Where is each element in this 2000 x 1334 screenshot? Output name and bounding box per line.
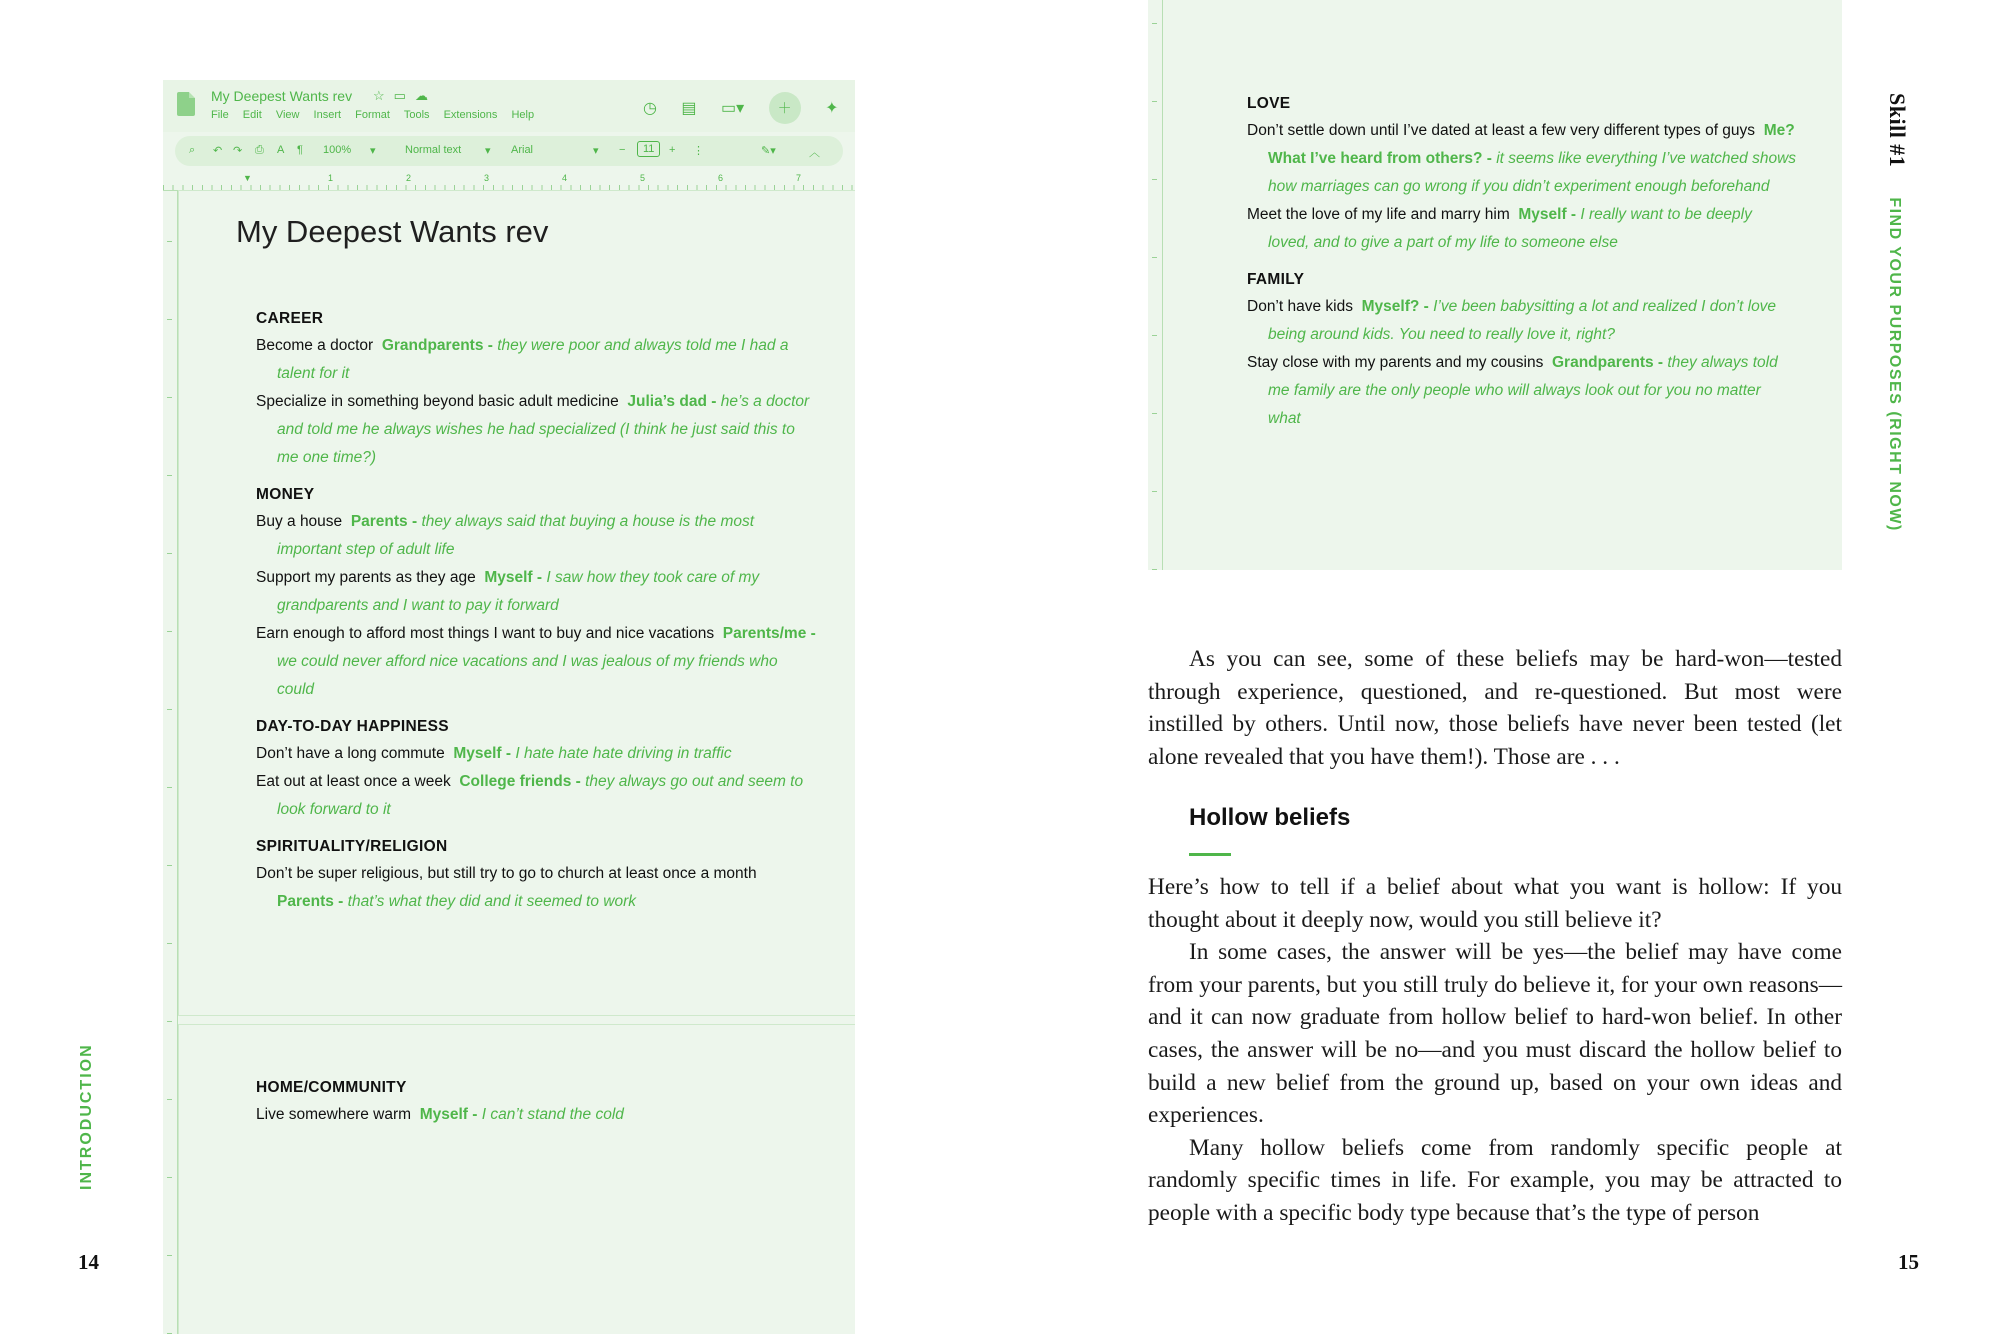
doc-screenshot-left [163, 80, 855, 1334]
menu-tools[interactable]: Tools [403, 109, 430, 121]
increase-font-icon[interactable]: + [669, 144, 676, 156]
item-source: Myself - [1518, 206, 1577, 223]
menu-file[interactable]: File [211, 109, 229, 121]
sparkle-icon[interactable]: ✦ [825, 100, 839, 117]
comment-icon[interactable]: ▤ [681, 100, 697, 117]
item-source: Me? What I’ve heard from others? - [1268, 122, 1795, 167]
folder-icon[interactable]: ▭ [393, 88, 415, 103]
list-item [256, 388, 816, 472]
doc-section [256, 486, 816, 704]
item-note: I hate hate hate driving in traffic [515, 745, 732, 762]
video-call-icon[interactable]: ▭▾ [721, 100, 745, 117]
list-item [256, 1101, 816, 1129]
item-source: Myself? - [1361, 298, 1429, 315]
more-icon[interactable]: ⋮ [693, 145, 704, 157]
body-text-intro [1148, 643, 1842, 773]
paint-format-icon[interactable]: ¶ [297, 144, 303, 156]
item-text: Become a doctor [256, 337, 374, 354]
style-select[interactable]: Normal text [405, 144, 462, 156]
toolbar [175, 136, 843, 166]
section-heading: Hollow beliefs [1189, 804, 1351, 831]
list-item [1247, 201, 1797, 257]
item-text: Don’t have a long commute [256, 745, 445, 762]
item-source: Parents - [350, 513, 418, 530]
chevron-down-icon: ▾ [593, 145, 599, 157]
paragraph: As you can see, some of these beliefs may be hard-won—tested through experience, questioned, and re-questioned. But most were instilled by others. Until now, those beliefs have never been tested (let alone revealed that you have them!). Those are . . . [1148, 646, 1842, 770]
section-title: LOVE [1247, 95, 1291, 112]
docs-header [163, 80, 855, 132]
paragraph: In some cases, the answer will be yes—the belief may have come from your parents, but you still truly do believe it, for your own reasons—and it can now graduate from hollow belief to hard-won belief. In other cases, the answer will be no—and you must discard the hollow belief to build a new belief from the ground up, based on your own ideas and experiences. [1148, 939, 1842, 1129]
section-title: SPIRITUALITY/RELIGION [256, 838, 448, 855]
menu-bar [211, 109, 545, 121]
menu-help[interactable]: Help [511, 109, 535, 121]
docs-logo-icon [177, 92, 195, 116]
menu-edit[interactable]: Edit [242, 109, 262, 121]
doc-section [1247, 271, 1797, 433]
item-text: Don’t be super religious, but still try to go to church at least once a month [256, 865, 757, 882]
section-title: FAMILY [1247, 271, 1305, 288]
redo-icon[interactable]: ↷ [233, 145, 243, 157]
section-title: HOME/COMMUNITY [256, 1079, 407, 1096]
list-item [1247, 293, 1797, 349]
item-note: they were poor and always told me I had a talent for it [277, 337, 789, 382]
horizontal-ruler: ▼ 1 2 3 4 5 6 7 [163, 172, 855, 191]
menu-format[interactable]: Format [355, 109, 390, 121]
share-icon[interactable]: ＋ [769, 92, 801, 124]
menu-extensions[interactable]: Extensions [443, 109, 498, 121]
item-note: I’ve been babysitting a lot and realized I don’t love being around kids. You need to really love it, right? [1268, 298, 1777, 343]
item-note: they always said that buying a house is the most important step of adult life [277, 513, 755, 558]
item-note: we could never afford nice vacations and I was jealous of my friends who could [277, 653, 778, 698]
item-source: Myself - [419, 1106, 478, 1123]
paragraph: Many hollow beliefs come from randomly specific people at randomly specific times in life. For example, you may be attracted to people with a specific body type because that’s the type of person [1148, 1134, 1842, 1226]
chevron-down-icon: ▾ [485, 145, 491, 157]
edit-mode-icon[interactable]: ✎▾ [761, 145, 776, 157]
item-text: Support my parents as they age [256, 569, 476, 586]
font-size-field[interactable]: 11 [637, 141, 660, 157]
menu-insert[interactable]: Insert [313, 109, 342, 121]
vertical-ruler [163, 190, 178, 1334]
history-icon[interactable]: ◷ [643, 100, 657, 117]
item-note: that’s what they did and it seemed to work [347, 893, 637, 910]
item-note: I really want to be deeply loved, and to give a part of my life to someone else [1268, 206, 1752, 251]
item-source: Myself - [484, 569, 543, 586]
doc-section [256, 1079, 816, 1129]
list-item [256, 332, 816, 388]
item-text: Earn enough to afford most things I want to buy and nice vacations [256, 625, 715, 642]
collapse-icon[interactable]: ︿ [809, 147, 820, 159]
paragraph: Here’s how to tell if a belief about what you want is hollow: If you thought about it deeply now, would you still believe it? [1148, 874, 1842, 933]
item-text: Eat out at least once a week [256, 773, 451, 790]
list-item [1247, 349, 1797, 433]
item-note: he’s a doctor and told me he always wishes he had specialized (I think he just said this to me one time?) [277, 393, 810, 466]
skill-title: FIND YOUR PURPOSES (RIGHT NOW) [1886, 197, 1903, 532]
doc-body [256, 310, 816, 930]
item-source: Parents - [277, 893, 344, 910]
zoom-select[interactable]: 100% [323, 144, 352, 156]
list-item [256, 768, 816, 824]
item-source: Grandparents - [381, 337, 493, 354]
item-text: Specialize in something beyond basic adult medicine [256, 393, 619, 410]
list-item [256, 860, 816, 916]
doc-page-2 [178, 1024, 855, 1334]
item-source: Myself - [453, 745, 512, 762]
doc-heading: My Deepest Wants rev [236, 214, 549, 249]
vertical-ruler [1148, 0, 1163, 570]
section-title: CAREER [256, 310, 324, 327]
item-text: Meet the love of my life and marry him [1247, 206, 1510, 223]
print-icon[interactable]: ⎙ [255, 144, 264, 156]
doc-body-right [1247, 95, 1797, 447]
item-note: it seems like everything I’ve watched shows how marriages can go wrong if you didn’t experiment enough beforehand [1268, 150, 1797, 195]
list-item [256, 564, 816, 620]
item-source: College friends - [459, 773, 581, 790]
star-icon[interactable]: ☆ [373, 88, 394, 103]
item-text: Don’t settle down until I’ve dated at least a few very different types of guys [1247, 122, 1756, 139]
item-note: I can’t stand the cold [481, 1106, 624, 1123]
doc-screenshot-right [1148, 0, 1842, 570]
list-item [256, 740, 816, 768]
item-source: Parents/me - [722, 625, 816, 642]
item-text: Live somewhere warm [256, 1106, 412, 1123]
chapter-label-right [1884, 93, 1910, 532]
list-item [256, 620, 816, 704]
list-item [1247, 117, 1797, 201]
menu-view[interactable]: View [275, 109, 300, 121]
page-number-left: 14 [78, 1250, 99, 1274]
item-text: Stay close with my parents and my cousins [1247, 354, 1544, 371]
item-text: Buy a house [256, 513, 343, 530]
skill-number: Skill #1 [1885, 93, 1910, 168]
item-note: I saw how they took care of my grandparents and I want to pay it forward [277, 569, 760, 614]
list-item [256, 508, 816, 564]
ruler-indent-marker[interactable]: ▼ [243, 173, 252, 183]
font-select[interactable]: Arial [511, 144, 534, 156]
item-source: Julia’s dad - [627, 393, 717, 410]
item-note: they always told me family are the only people who will always look out for you no matter what [1268, 354, 1778, 427]
page-number-right: 15 [1898, 1250, 1919, 1274]
heading-rule [1189, 853, 1231, 856]
decrease-font-icon[interactable]: − [619, 144, 626, 156]
item-note: they always go out and seem to look forward to it [277, 773, 804, 818]
doc-section [1247, 95, 1797, 257]
body-text [1148, 871, 1842, 1230]
section-title: MONEY [256, 486, 315, 503]
chevron-down-icon: ▾ [370, 145, 376, 157]
item-text: Don’t have kids [1247, 298, 1353, 315]
doc-body-page2 [256, 1079, 816, 1143]
section-title: DAY-TO-DAY HAPPINESS [256, 718, 449, 735]
doc-section [256, 310, 816, 472]
cloud-icon[interactable]: ☁ [414, 88, 437, 103]
doc-title[interactable]: My Deepest Wants rev [211, 88, 353, 104]
undo-icon[interactable]: ↶ [213, 145, 223, 157]
doc-section [256, 718, 816, 824]
spellcheck-icon[interactable]: A [277, 144, 285, 156]
search-icon[interactable]: ⌕ [189, 144, 196, 156]
item-source: Grandparents - [1551, 354, 1664, 371]
doc-section [256, 838, 816, 916]
section-label-left: INTRODUCTION [78, 1043, 95, 1190]
